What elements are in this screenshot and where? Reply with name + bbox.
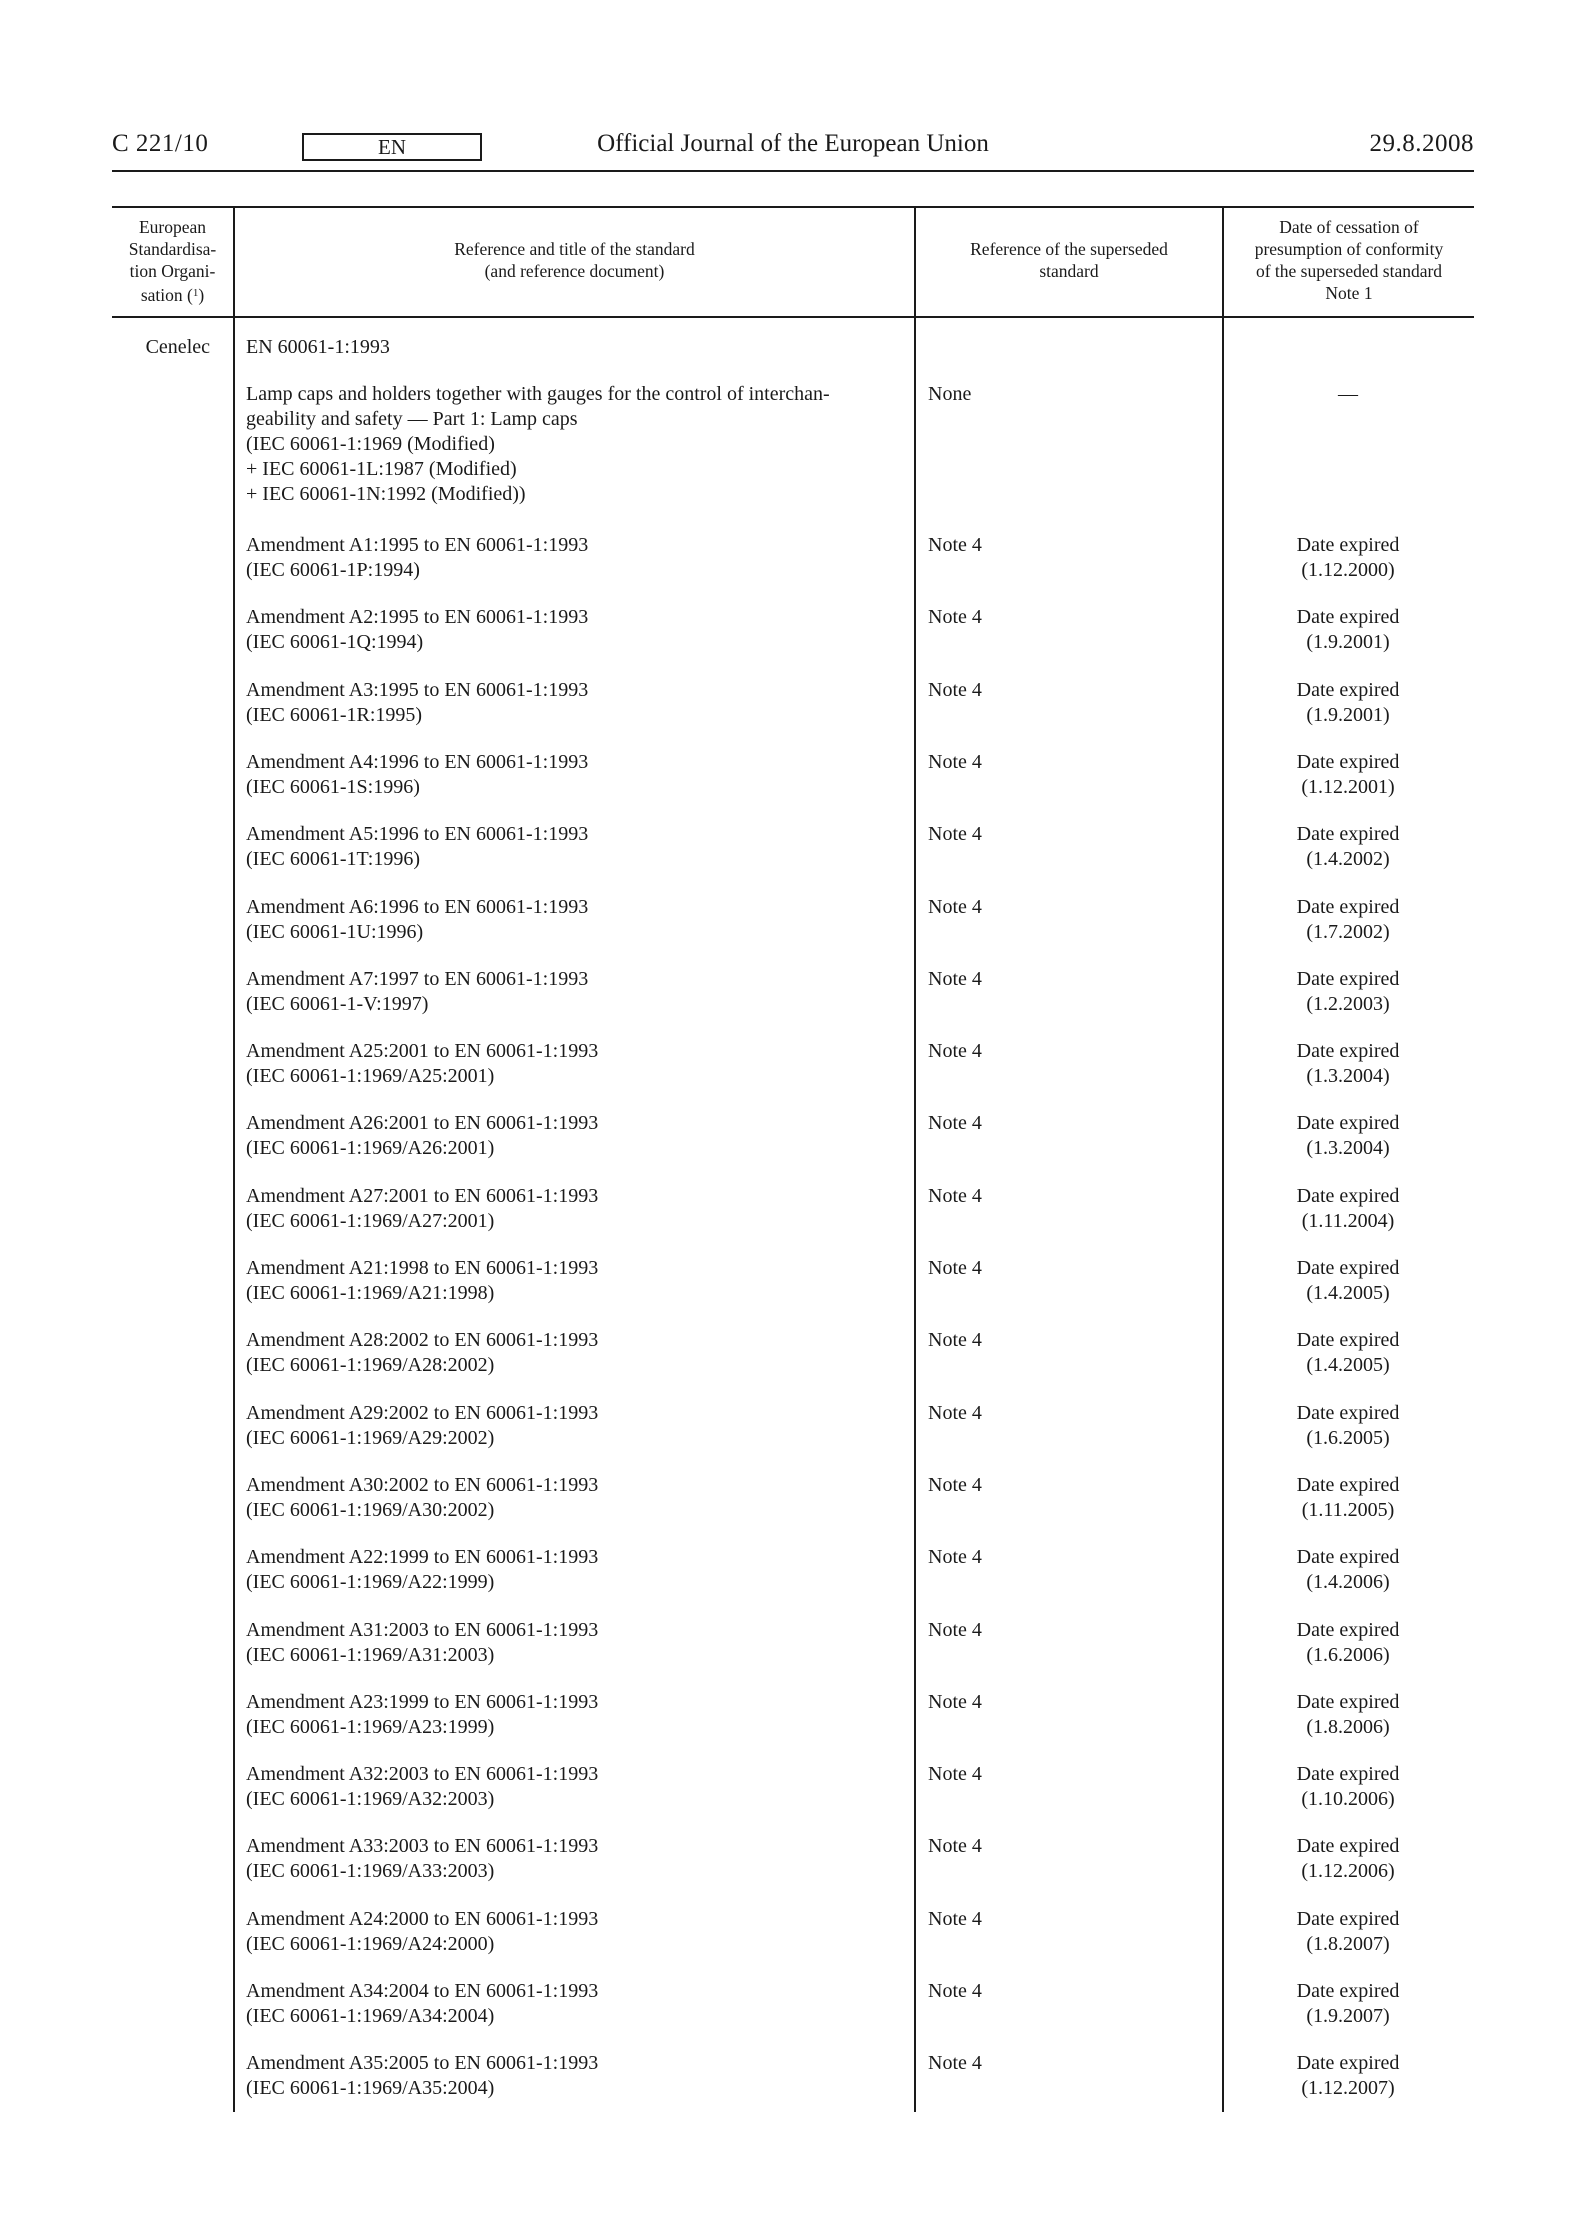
superseded-reference: Note 4: [928, 1185, 982, 1207]
header-cessation-date: Date of cessation of presumption of conformity of the superseded standard Note 1: [1254, 217, 1444, 303]
cessation-date: Date expired (1.12.2006): [1296, 1835, 1400, 1882]
cessation-date: Date expired (1.12.2001): [1296, 751, 1400, 798]
amendment-reference: Amendment A4:1996 to EN 60061-1:1993 (IEC 60061-1S:1996): [246, 751, 589, 798]
superseded-reference: Note 4: [928, 823, 982, 845]
amendment-reference: Amendment A30:2002 to EN 60061-1:1993 (IEC 60061-1:1969/A30:2002): [246, 1474, 599, 1521]
superseded-reference: Note 4: [928, 679, 982, 701]
amendment-reference: Amendment A21:1998 to EN 60061-1:1993 (IEC 60061-1:1969/A21:1998): [246, 1257, 599, 1304]
amendment-reference: Amendment A25:2001 to EN 60061-1:1993 (IEC 60061-1:1969/A25:2001): [246, 1040, 599, 1087]
cessation-date: Date expired (1.4.2002): [1296, 823, 1400, 870]
cessation-date: Date expired (1.3.2004): [1296, 1112, 1400, 1159]
superseded-reference: Note 4: [928, 1402, 982, 1424]
amendment-reference: Amendment A24:2000 to EN 60061-1:1993 (IEC 60061-1:1969/A24:2000): [246, 1908, 599, 1955]
cessation-date: Date expired (1.4.2005): [1296, 1257, 1400, 1304]
superseded-reference: Note 4: [928, 1257, 982, 1279]
cessation-date: Date expired (1.6.2005): [1296, 1402, 1400, 1449]
language-box: EN: [302, 133, 482, 161]
organisation-cell: Cenelec: [145, 336, 210, 358]
cessation-date: Date expired (1.8.2007): [1296, 1908, 1400, 1955]
standard-title: Lamp caps and holders together with gauges for the control of interchan- geability and safety — Part 1: Lamp caps (IEC 60061-1:1969 (Modified) + IEC 60061-1L:1987 (Modified) + IEC 60061-1N:1992 (Modified)): [246, 383, 830, 505]
superseded-reference: Note 4: [928, 896, 982, 918]
superseded-reference: Note 4: [928, 2052, 982, 2074]
cessation-date: Date expired (1.8.2006): [1296, 1691, 1400, 1738]
amendment-reference: Amendment A1:1995 to EN 60061-1:1993 (IEC 60061-1P:1994): [246, 534, 589, 581]
cessation-date: Date expired (1.9.2007): [1296, 1980, 1400, 2027]
cessation-date: Date expired (1.7.2002): [1296, 896, 1400, 943]
cessation-date: Date expired (1.4.2006): [1296, 1546, 1400, 1593]
superseded-reference: Note 4: [928, 751, 982, 773]
superseded-reference: Note 4: [928, 1329, 982, 1351]
amendment-reference: Amendment A27:2001 to EN 60061-1:1993 (IEC 60061-1:1969/A27:2001): [246, 1185, 599, 1232]
superseded-reference: Note 4: [928, 1040, 982, 1062]
journal-header: [112, 130, 1474, 164]
cessation-date: Date expired (1.12.2000): [1296, 534, 1400, 581]
cessation-date: Date expired (1.10.2006): [1296, 1763, 1400, 1810]
amendment-reference: Amendment A26:2001 to EN 60061-1:1993 (IEC 60061-1:1969/A26:2001): [246, 1112, 599, 1159]
header-standard-reference: Reference and title of the standard (and reference document): [454, 239, 695, 281]
cessation-date: Date expired (1.9.2001): [1296, 679, 1400, 726]
standard-reference: EN 60061-1:1993: [246, 336, 390, 358]
amendment-reference: Amendment A34:2004 to EN 60061-1:1993 (IEC 60061-1:1969/A34:2004): [246, 1980, 599, 2027]
amendment-reference: Amendment A3:1995 to EN 60061-1:1993 (IEC 60061-1R:1995): [246, 679, 589, 726]
header-rule: [112, 170, 1474, 172]
cessation-date: Date expired (1.11.2005): [1296, 1474, 1400, 1521]
superseded-reference: Note 4: [928, 1835, 982, 1857]
amendment-reference: Amendment A7:1997 to EN 60061-1:1993 (IEC 60061-1-V:1997): [246, 968, 589, 1015]
cessation-date: Date expired (1.3.2004): [1296, 1040, 1400, 1087]
amendment-reference: Amendment A29:2002 to EN 60061-1:1993 (IEC 60061-1:1969/A29:2002): [246, 1402, 599, 1449]
superseded-reference: None: [928, 383, 972, 405]
cessation-date: Date expired (1.4.2005): [1296, 1329, 1400, 1376]
superseded-reference: Note 4: [928, 1474, 982, 1496]
amendment-reference: Amendment A23:1999 to EN 60061-1:1993 (IEC 60061-1:1969/A23:1999): [246, 1691, 599, 1738]
amendment-reference: Amendment A6:1996 to EN 60061-1:1993 (IEC 60061-1U:1996): [246, 896, 589, 943]
cessation-date: Date expired (1.11.2004): [1296, 1185, 1400, 1232]
amendment-reference: Amendment A22:1999 to EN 60061-1:1993 (IEC 60061-1:1969/A22:1999): [246, 1546, 599, 1593]
superseded-reference: Note 4: [928, 968, 982, 990]
superseded-reference: Note 4: [928, 1546, 982, 1568]
amendment-reference: Amendment A28:2002 to EN 60061-1:1993 (IEC 60061-1:1969/A28:2002): [246, 1329, 599, 1376]
cessation-date: Date expired (1.9.2001): [1296, 606, 1400, 653]
superseded-reference: Note 4: [928, 1691, 982, 1713]
amendment-reference: Amendment A32:2003 to EN 60061-1:1993 (IEC 60061-1:1969/A32:2003): [246, 1763, 599, 1810]
table-top-rule: [112, 206, 1474, 208]
superseded-reference: Note 4: [928, 606, 982, 628]
cessation-date: —: [1338, 383, 1358, 405]
column-divider: [233, 206, 235, 2112]
superseded-reference: Note 4: [928, 1619, 982, 1641]
superseded-reference: Note 4: [928, 1980, 982, 2002]
header-superseded-standard: Reference of the superseded standard: [970, 239, 1168, 281]
superseded-reference: Note 4: [928, 534, 982, 556]
page-reference: C 221/10: [112, 130, 209, 157]
cessation-date: Date expired (1.2.2003): [1296, 968, 1400, 1015]
column-divider: [914, 206, 916, 2112]
publication-date: 29.8.2008: [1369, 130, 1474, 157]
journal-title: Official Journal of the European Union: [597, 130, 989, 157]
table-header-rule: [112, 316, 1474, 318]
amendment-reference: Amendment A33:2003 to EN 60061-1:1993 (IEC 60061-1:1969/A33:2003): [246, 1835, 599, 1882]
cessation-date: Date expired (1.6.2006): [1296, 1619, 1400, 1666]
header-organisation: European Standardisa- tion Organi- sation ($^1$): [128, 217, 217, 305]
superseded-reference: Note 4: [928, 1112, 982, 1134]
superseded-reference: Note 4: [928, 1908, 982, 1930]
amendment-reference: Amendment A5:1996 to EN 60061-1:1993 (IEC 60061-1T:1996): [246, 823, 589, 870]
superseded-reference: Note 4: [928, 1763, 982, 1785]
amendment-reference: Amendment A2:1995 to EN 60061-1:1993 (IEC 60061-1Q:1994): [246, 606, 589, 653]
cessation-date: Date expired (1.12.2007): [1296, 2052, 1400, 2099]
amendment-reference: Amendment A35:2005 to EN 60061-1:1993 (IEC 60061-1:1969/A35:2004): [246, 2052, 599, 2099]
amendment-reference: Amendment A31:2003 to EN 60061-1:1993 (IEC 60061-1:1969/A31:2003): [246, 1619, 599, 1666]
